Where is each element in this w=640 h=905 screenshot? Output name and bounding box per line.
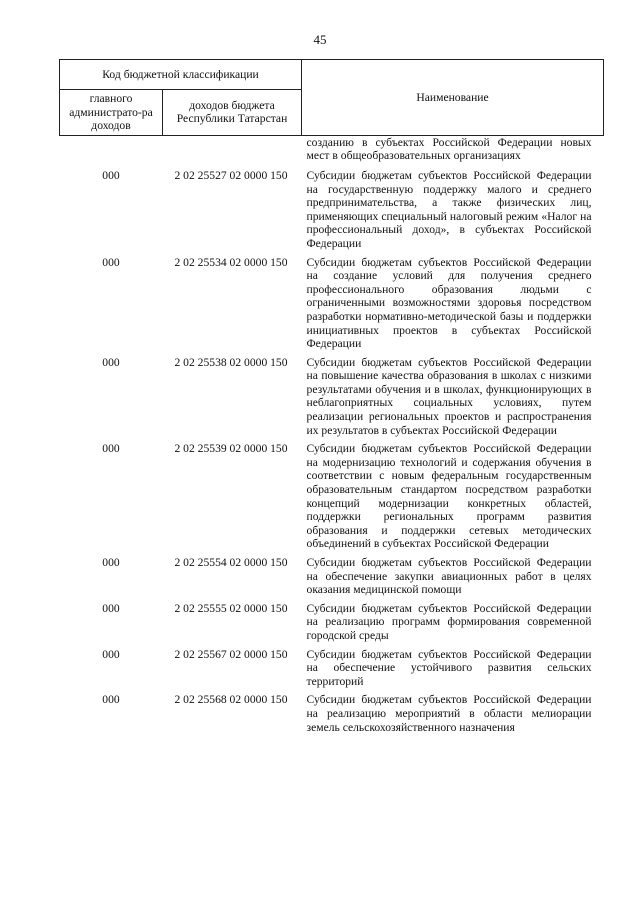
continuation-text: созданию в субъектах Российской Федерации новых мест в общеобразовательных организациях [306,135,592,163]
admin-code-cell: 000 [102,693,120,707]
name-cell: Субсидии бюджетам субъектов Российской Федерации на обеспечение закупки авиационных работ в целях оказания медицинской помощи [306,556,592,597]
admin-code-cell: 000 [102,255,120,269]
admin-code-cell: 000 [102,647,120,661]
table-row [60,442,604,556]
income-code-cell: 2 02 25538 02 0000 150 [174,355,288,369]
header-admin-code: главного администрато-ра доходов [60,90,163,136]
budget-classification-table [59,59,604,739]
table-row [60,693,604,739]
header-budget-code: Код бюджетной классификации [60,60,302,90]
admin-code-cell: 000 [102,442,120,456]
income-code-cell: 2 02 25527 02 0000 150 [174,168,288,182]
name-cell: Субсидии бюджетам субъектов Российской Федерации на повышение качества образования в школах с низкими результатами обучения и в школах, функционирующих в неблагоприятных социальных условиях, путем реализации региональных проектов и распространения их результатов в субъектах Российской Федерации [306,355,592,437]
table-row [60,169,604,256]
income-code-cell: 2 02 25554 02 0000 150 [174,556,288,569]
table-header [60,60,604,136]
name-cell: Субсидии бюджетам субъектов Российской Федерации на модернизацию технологий и содержания обучения в соответствии с новым федеральным государственным образовательным стандартом посредством разработки концепций модернизации конкретных областей, поддержки региональных программ развития образования и поддержки сетевых методических объединений в субъектах Российской Федерации [306,442,592,551]
name-cell: Субсидии бюджетам субъектов Российской Федерации на реализацию программ формирования современной городской среды [306,601,592,642]
income-code-cell: 2 02 25555 02 0000 150 [174,601,288,615]
table-row [60,648,604,694]
header-name: Наименование [302,60,604,136]
name-cell: Субсидии бюджетам субъектов Российской Федерации на создание условий для получения среднего профессионального образования людьми с ограниченными возможностями здоровья посредством разработки нормативно-методической базы и поддержки инициативных проектов в субъектах Российской Федерации [306,255,592,351]
income-code-cell: 2 02 25534 02 0000 150 [174,255,288,269]
admin-code-cell: 000 [102,168,120,182]
continuation-row [60,135,604,169]
table-body [60,135,604,739]
header-income-code: доходов бюджета Республики Татарстан [163,90,302,136]
admin-code-cell: 000 [102,556,120,569]
table-row [60,256,604,356]
income-code-cell: 2 02 25567 02 0000 150 [174,647,288,661]
admin-code-cell: 000 [102,355,120,369]
page-number: 45 [313,32,327,47]
table-row [60,556,604,602]
income-code-cell: 2 02 25568 02 0000 150 [174,693,288,707]
name-cell: Субсидии бюджетам субъектов Российской Федерации на реализацию мероприятий в области мелиорации земель сельскохозяйственного назначения [306,693,592,734]
table-row [60,356,604,443]
name-cell: Субсидии бюджетам субъектов Российской Федерации на государственную поддержку малого и среднего предпринимательства, а также физических лиц, применяющих специальный налоговый режим «Налог на профессиональный доход», в субъектах Российской Федерации [306,168,592,250]
admin-code-cell: 000 [102,601,120,615]
table-row [60,602,604,648]
name-cell: Субсидии бюджетам субъектов Российской Федерации на обеспечение устойчивого развития сельских территорий [306,647,592,688]
income-code-cell: 2 02 25539 02 0000 150 [174,442,288,456]
